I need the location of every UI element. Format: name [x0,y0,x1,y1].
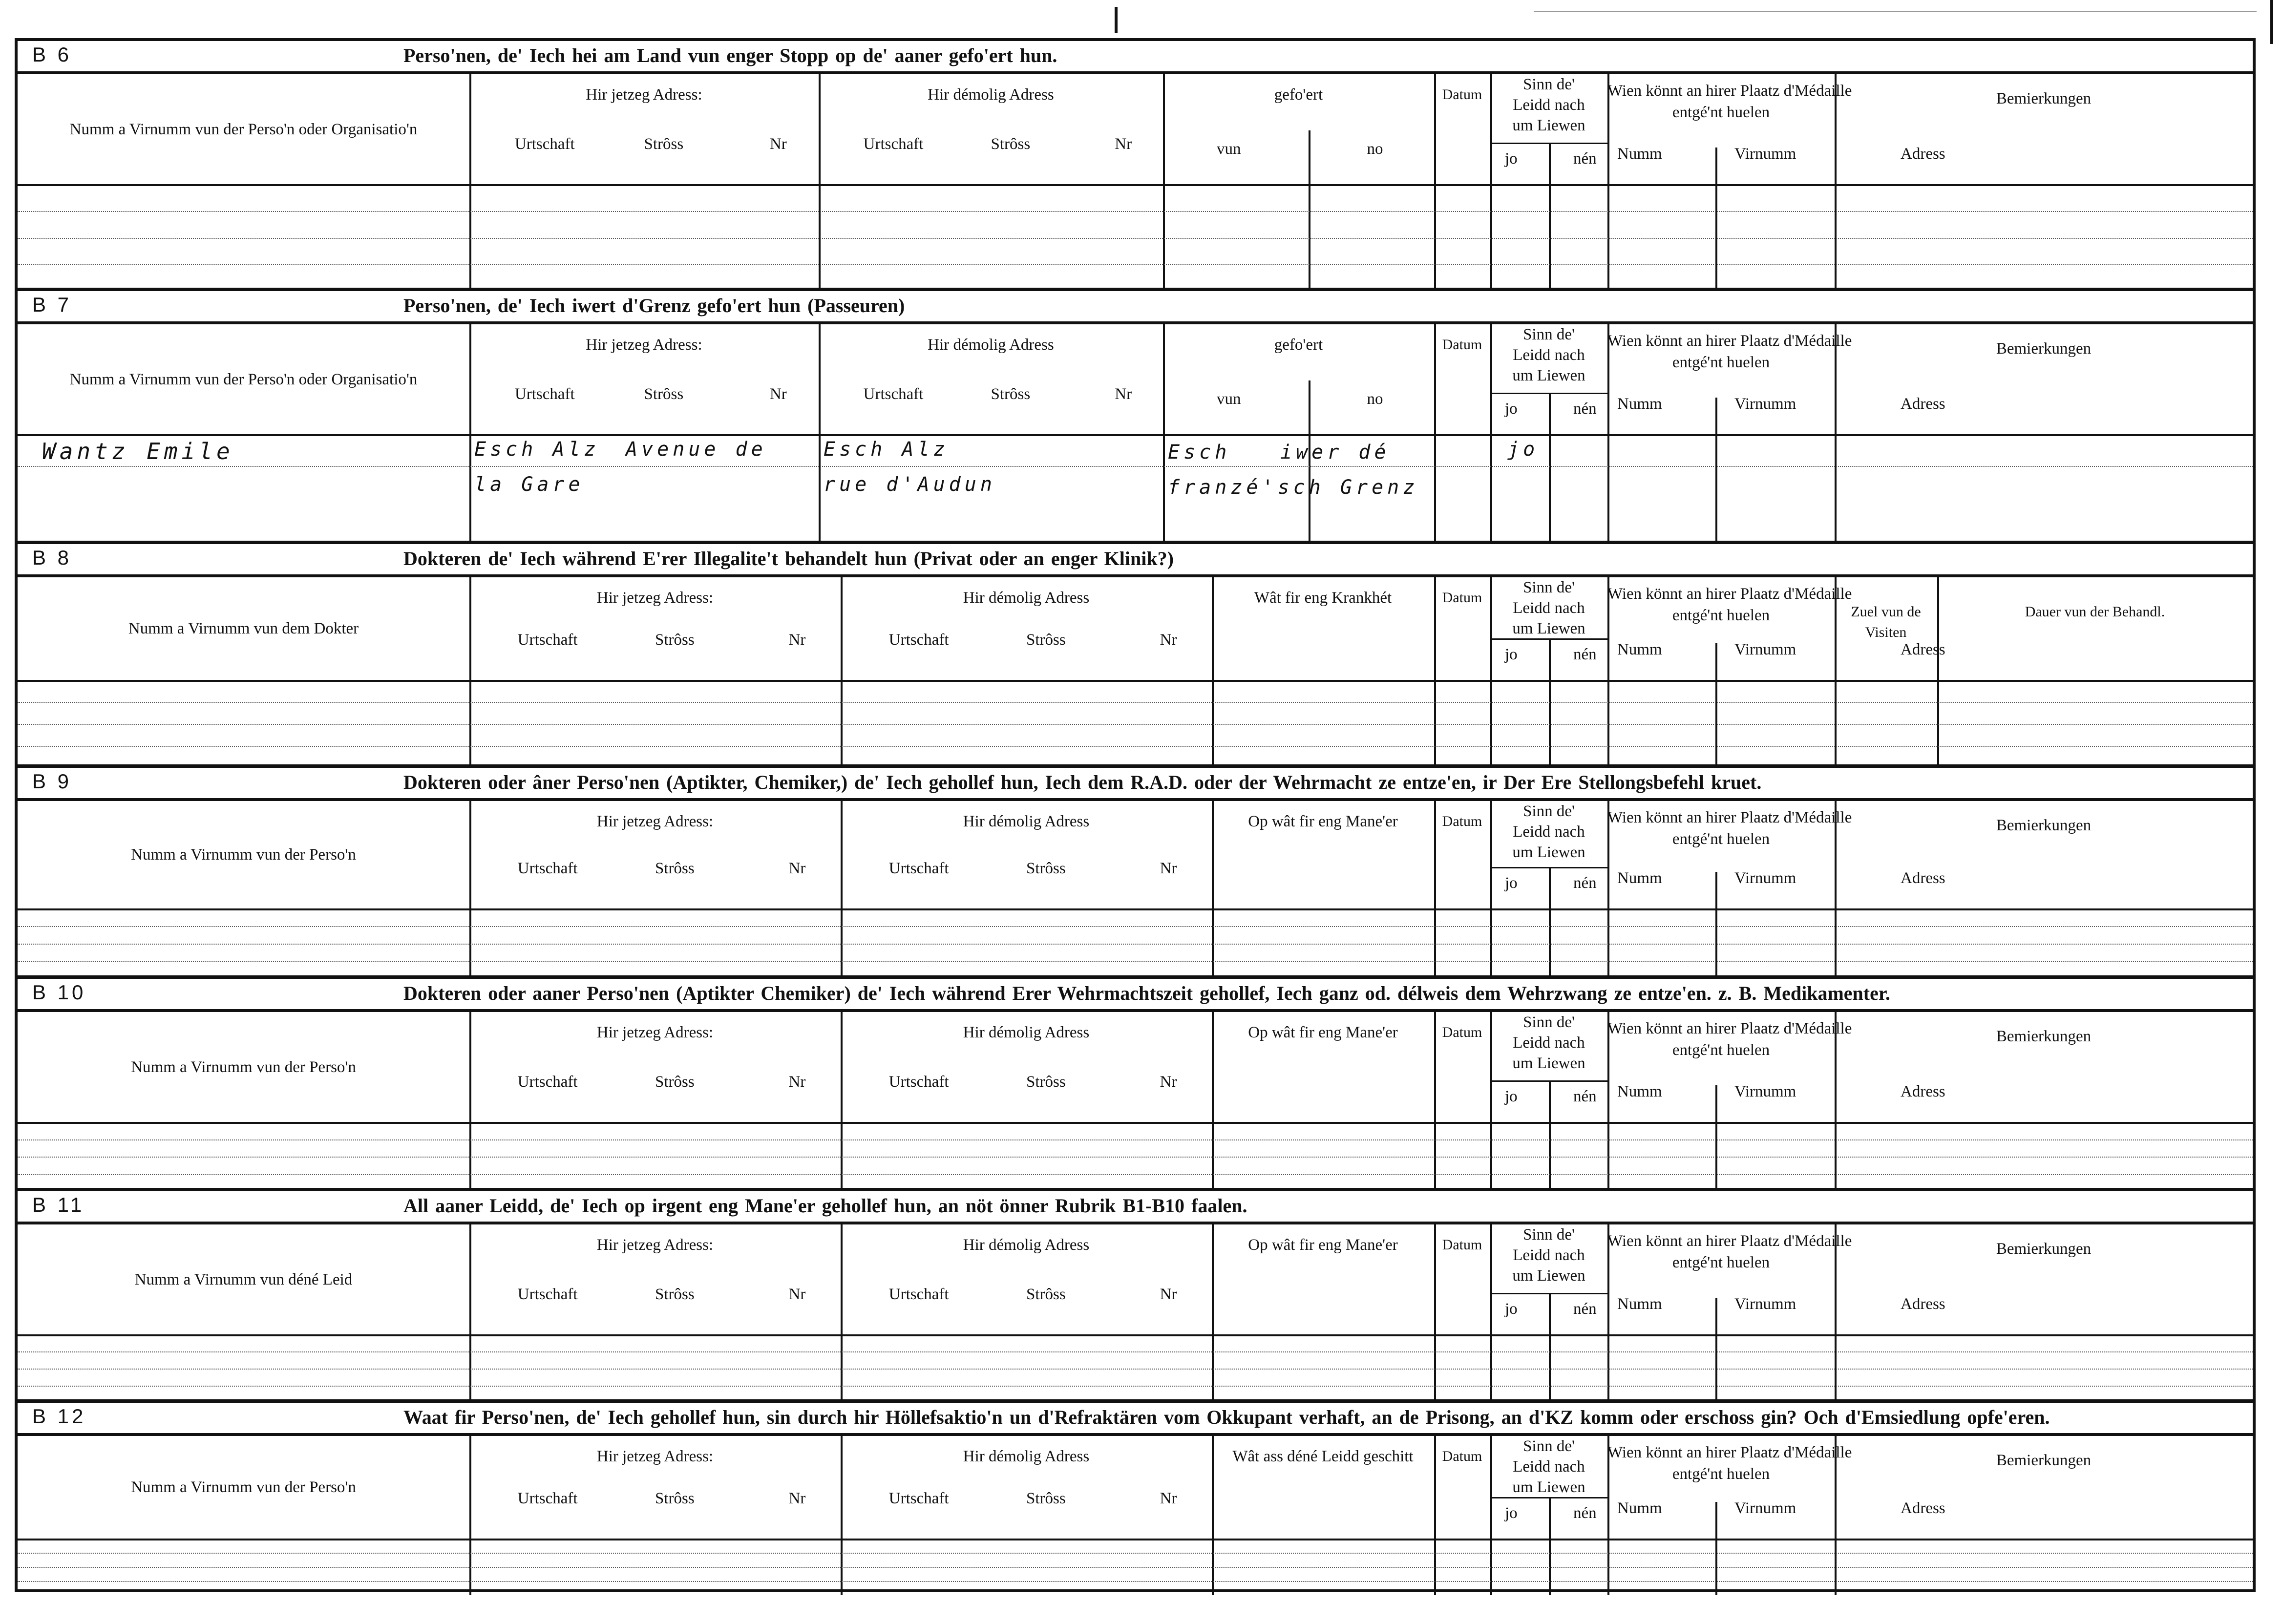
no-label: nén [1573,1088,1597,1105]
medal-address-label: Adress [1901,145,1945,163]
entry-line[interactable] [18,702,2253,703]
section-title-row [18,768,2253,801]
medal-address-label: Adress [1901,1295,1945,1313]
alive-header: Sinn de' [1523,802,1575,820]
medal-name-label: Numm [1617,145,1662,163]
street-label: Strôss [1026,860,1066,877]
yes-label: jo [1505,400,1518,418]
former-address-header: Hir démolig Adress [928,336,1054,354]
from-label: vun [1217,140,1241,158]
medal-name-label: Numm [1617,641,1662,658]
visits-header: Zuel vun de Visiten [1851,604,1921,640]
remarks-header: Bemierkungen [1996,90,2092,107]
no-label: nén [1573,400,1597,418]
date-header: Datum [1442,86,1482,103]
number-label: Nr [1160,1286,1177,1303]
entry-line[interactable] [18,264,2253,265]
alive-header: Leidd nach [1513,1246,1585,1264]
number-label: Nr [769,385,787,403]
name-column-header: Numm a Virnumm vun déné Leid [134,1270,353,1288]
remarks-header: Bemierkungen [1996,817,2092,834]
yes-label: jo [1505,150,1518,168]
manner-header: Op wât fir eng Mane'er [1248,1236,1398,1254]
date-header: Datum [1442,1448,1482,1464]
section-title: Waat fir Perso'nen, de' Iech gehollef hun, sin durch hir Höllefsaktio'n un d'Refraktären vom Okkupant verhaft, an de Prisong, an d'KZ komm oder erschoss gin? Och d'Emsiedlung opfe'eren. [403,1406,2050,1428]
place-label: Urtschaft [888,1073,949,1091]
handwritten-to[interactable]: franzé'sch Grenz [1168,476,1419,499]
yes-label: jo [1505,1300,1518,1318]
medal-name-label: Numm [1617,869,1662,887]
column-border [1163,324,1165,544]
former-address-header: Hir démolig Adress [963,1448,1090,1465]
current-address-header: Hir jetzeg Adress: [596,1236,714,1254]
medal-firstname-label: Virnumm [1734,1499,1796,1517]
manner-header: Wât ass déné Leidd geschitt [1232,1448,1414,1465]
number-label: Nr [1160,860,1177,877]
medal-name-label: Numm [1617,1295,1662,1313]
column-border [1549,143,1551,291]
column-border [1715,1085,1717,1191]
yes-label: jo [1505,1088,1518,1105]
street-label: Strôss [644,135,684,153]
number-label: Nr [1160,1490,1177,1507]
section-title-row [18,544,2253,577]
form-section [18,291,2253,544]
section-code: B 6 [32,43,72,66]
conveyed-header: gefo'ert [1274,336,1323,354]
to-label: no [1367,390,1383,408]
section-title: Perso'nen, de' Iech hei am Land vun enger Stopp op de' aaner gefo'ert hun. [403,44,1057,66]
medal-header: entgé'nt huelen [1672,1041,1770,1059]
form-section [18,979,2253,1191]
name-column-header: Numm a Virnumm vun der Perso'n oder Organisatio'n [69,370,418,388]
duration-header: Dauer vun der Behandl. [2025,604,2165,620]
section-code: B 7 [32,293,72,316]
header-separator [18,1122,2253,1124]
section-grid [18,324,2253,544]
header-separator [18,184,2253,186]
place-label: Urtschaft [888,1286,949,1303]
header-separator [18,680,2253,682]
alive-header: um Liewen [1512,844,1585,861]
form-section [18,1403,2253,1595]
section-grid [18,577,2253,768]
remarks-header: Bemierkungen [1996,1452,2092,1469]
entry-line[interactable] [18,944,2253,945]
medal-address-label: Adress [1901,395,1945,413]
remarks-header: Bemierkungen [1996,1028,2092,1045]
alive-header: um Liewen [1512,1055,1585,1072]
column-border [469,324,471,544]
entry-line[interactable] [18,1139,2253,1140]
section-title-row [18,979,2253,1012]
alive-separator [1490,1293,1607,1294]
number-label: Nr [788,1073,806,1091]
street-label: Strôss [655,1073,695,1091]
header-separator [18,1334,2253,1336]
alive-separator [1490,1497,1607,1498]
name-column-header: Numm a Virnumm vun dem Dokter [128,620,359,637]
entry-line[interactable] [18,961,2253,962]
medal-firstname-label: Virnumm [1734,145,1796,163]
form-section [18,41,2253,291]
alive-header: Leidd nach [1513,823,1585,841]
alive-header: um Liewen [1512,1267,1585,1285]
number-label: Nr [788,1286,806,1303]
medal-header: entgé'nt huelen [1672,104,1770,121]
medal-address-label: Adress [1901,869,1945,887]
place-label: Urtschaft [514,135,575,153]
section-title: Dokteren oder aaner Perso'nen (Aptikter Chemiker) de' Iech während Erer Wehrmachtszeit gehollef, Iech ganz od. délweis dem Wehrzwang ze entze'en. z. B. Medikamenter. [403,982,1890,1004]
alive-header: um Liewen [1512,620,1585,637]
section-title: Dokteren oder âner Perso'nen (Aptikter, Chemiker,) de' Iech gehollef hun, Iech dem R.A.D. oder der Wehrmacht ze entze'en, ir Der Ere Stellongsbefehl kruet. [403,771,1762,793]
number-label: Nr [1160,631,1177,649]
place-label: Urtschaft [863,135,924,153]
column-border [1715,148,1717,291]
alive-header: Leidd nach [1513,1458,1585,1476]
entry-line[interactable] [18,1174,2253,1175]
name-column-header: Numm a Virnumm vun der Perso'n [131,846,356,864]
entry-line[interactable] [18,746,2253,747]
date-header: Datum [1442,1024,1482,1040]
handwritten-name[interactable]: Wantz Emile [42,438,234,464]
alive-header: Leidd nach [1513,599,1585,617]
registration-mark [2270,0,2273,44]
header-separator [18,434,2253,436]
medal-address-label: Adress [1901,641,1945,658]
medal-header: entgé'nt huelen [1672,607,1770,624]
handwritten-current-street[interactable]: Avenue de [626,438,767,461]
current-address-header: Hir jetzeg Adress: [596,589,714,607]
alive-header: Sinn de' [1523,326,1575,343]
medal-name-label: Numm [1617,1499,1662,1517]
alive-header: um Liewen [1512,117,1585,134]
entry-line[interactable] [18,1369,2253,1370]
medal-address-label: Adress [1901,1083,1945,1100]
alive-separator [1490,867,1607,868]
alive-header: Sinn de' [1523,1437,1575,1455]
current-address-header: Hir jetzeg Adress: [596,813,714,830]
street-label: Strôss [1026,1073,1066,1091]
number-label: Nr [1115,135,1132,153]
medal-name-label: Numm [1617,1083,1662,1100]
medal-header: Wien könnt an hirer Plaatz d'Médaille [1607,1020,1852,1037]
medal-header: Wien könnt an hirer Plaatz d'Médaille [1607,585,1852,603]
section-code: B 9 [32,770,72,793]
section-code: B 10 [32,981,86,1004]
form-sheet [15,38,2256,1592]
manner-header: Wât fir eng Krankhét [1254,589,1392,607]
medal-header: Wien könnt an hirer Plaatz d'Médaille [1607,1444,1852,1461]
former-address-header: Hir démolig Adress [963,1024,1090,1041]
remarks-header: Bemierkungen [1996,340,2092,358]
current-address-header: Hir jetzeg Adress: [596,1448,714,1465]
no-label: nén [1573,874,1597,892]
section-title: Dokteren de' Iech während E'rer Illegalite't behandelt hun (Privat oder an enger Klinik?) [403,548,1174,569]
remarks-header: Bemierkungen [1996,1240,2092,1258]
handwritten-former-street[interactable]: rue d'Audun [824,473,996,496]
name-column-header: Numm a Virnumm vun der Perso'n [131,1478,356,1496]
place-label: Urtschaft [517,1490,578,1507]
current-address-header: Hir jetzeg Adress: [596,1024,714,1041]
form-section [18,1191,2253,1403]
header-separator [18,908,2253,910]
medal-header: entgé'nt huelen [1672,354,1770,371]
number-label: Nr [788,860,806,877]
number-label: Nr [788,631,806,649]
current-address-header: Hir jetzeg Adress: [586,336,702,354]
to-label: no [1367,140,1383,158]
place-label: Urtschaft [888,1490,949,1507]
section-title-row [18,1191,2253,1224]
street-label: Strôss [1026,1286,1066,1303]
section-title: All aaner Leidd, de' Iech op irgent eng Mane'er gehollef hun, an nöt önner Rubrik B1-B10 faalen. [403,1195,1247,1217]
medal-header: Wien könnt an hirer Plaatz d'Médaille [1607,332,1852,350]
column-border [1715,398,1717,544]
alive-header: Sinn de' [1523,1226,1575,1244]
alive-header: Leidd nach [1513,96,1585,114]
place-label: Urtschaft [517,1286,578,1303]
street-label: Strôss [655,1286,695,1303]
place-label: Urtschaft [863,385,924,403]
column-border [1549,638,1551,768]
column-border [469,74,471,291]
border-line [1534,11,2257,12]
column-border [1715,872,1717,979]
entry-line[interactable] [18,926,2253,927]
medal-address-label: Adress [1901,1499,1945,1517]
section-grid [18,1436,2253,1595]
entry-line[interactable] [18,1157,2253,1158]
place-label: Urtschaft [888,631,949,649]
column-border [1434,74,1436,291]
number-label: Nr [1160,1073,1177,1091]
no-label: nén [1573,150,1597,168]
alive-header: um Liewen [1512,367,1585,384]
medal-firstname-label: Virnumm [1734,641,1796,658]
section-grid [18,801,2253,979]
number-label: Nr [1115,385,1132,403]
handwritten-from[interactable]: Esch [1168,441,1231,464]
entry-line[interactable] [18,1553,2253,1554]
handwritten-current-place[interactable]: Esch Alz [474,438,600,461]
place-label: Urtschaft [517,631,578,649]
section-title: Perso'nen, de' Iech iwert d'Grenz gefo'ert hun (Passeuren) [403,295,905,316]
alive-header: Sinn de' [1523,579,1575,596]
former-address-header: Hir démolig Adress [963,1236,1090,1254]
no-label: nén [1573,1504,1597,1522]
section-title-row [18,1403,2253,1436]
column-border [1549,1497,1551,1595]
medal-firstname-label: Virnumm [1734,1083,1796,1100]
alive-separator [1490,1080,1607,1082]
column-border [1715,643,1717,768]
number-label: Nr [769,135,787,153]
medal-header: Wien könnt an hirer Plaatz d'Médaille [1607,809,1852,826]
form-section [18,544,2253,768]
alive-header: Leidd nach [1513,346,1585,364]
entry-line[interactable] [18,1351,2253,1352]
date-header: Datum [1442,590,1482,606]
medal-header: entgé'nt huelen [1672,1465,1770,1483]
medal-header: entgé'nt huelen [1672,830,1770,848]
column-border [1549,393,1551,544]
current-address-header: Hir jetzeg Adress: [586,86,702,104]
manner-header: Op wât fir eng Mane'er [1248,1024,1398,1041]
entry-line[interactable] [18,1581,2253,1582]
entry-line[interactable] [18,211,2253,212]
no-label: nén [1573,1300,1597,1318]
medal-firstname-label: Virnumm [1734,1295,1796,1313]
date-header: Datum [1442,1237,1482,1253]
manner-header: Op wât fir eng Mane'er [1248,813,1398,830]
street-label: Strôss [1026,1490,1066,1507]
date-header: Datum [1442,337,1482,353]
former-address-header: Hir démolig Adress [928,86,1054,104]
place-label: Urtschaft [888,860,949,877]
section-grid [18,1224,2253,1403]
medal-header: entgé'nt huelen [1672,1254,1770,1271]
medal-name-label: Numm [1617,395,1662,413]
section-code: B 8 [32,546,72,569]
medal-header: Wien könnt an hirer Plaatz d'Médaille [1607,82,1852,100]
alive-header: Sinn de' [1523,1013,1575,1031]
name-column-header: Numm a Virnumm vun der Perso'n [131,1058,356,1076]
form-section [18,768,2253,979]
street-label: Strôss [655,631,695,649]
section-grid [18,74,2253,291]
street-label: Strôss [991,135,1031,153]
header-separator [18,1539,2253,1540]
section-grid [18,1012,2253,1191]
place-label: Urtschaft [514,385,575,403]
medal-firstname-label: Virnumm [1734,869,1796,887]
street-label: Strôss [655,860,695,877]
street-label: Strôss [1026,631,1066,649]
registration-mark [1115,7,1118,33]
column-border [1715,1298,1717,1403]
column-border [1163,74,1165,291]
handwritten-former-place[interactable]: Esch Alz [824,438,949,461]
column-border [1434,324,1436,544]
no-label: nén [1573,646,1597,663]
yes-label: jo [1505,874,1518,892]
place-label: Urtschaft [517,860,578,877]
section-title-row [18,41,2253,74]
alive-header: Sinn de' [1523,76,1575,93]
number-label: Nr [788,1490,806,1507]
alive-separator [1490,143,1607,144]
yes-label: jo [1505,1504,1518,1522]
yes-label: jo [1505,646,1518,663]
alive-separator [1490,393,1607,394]
section-title-row [18,291,2253,324]
conveyed-header: gefo'ert [1274,86,1323,104]
date-header: Datum [1442,813,1482,829]
alive-header: um Liewen [1512,1478,1585,1496]
name-column-header: Numm a Virnumm vun der Perso'n oder Organisatio'n [69,120,418,138]
entry-line[interactable] [18,466,2253,467]
entry-line[interactable] [18,1386,2253,1387]
entry-line[interactable] [18,724,2253,725]
entry-line[interactable] [18,1567,2253,1568]
alive-header: Leidd nach [1513,1034,1585,1052]
column-border [819,74,821,291]
street-label: Strôss [655,1490,695,1507]
medal-header: Wien könnt an hirer Plaatz d'Médaille [1607,1232,1852,1250]
street-label: Strôss [644,385,684,403]
column-border [819,324,821,544]
alive-separator [1490,638,1607,640]
section-code: B 11 [32,1193,85,1216]
section-code: B 12 [32,1405,86,1428]
place-label: Urtschaft [517,1073,578,1091]
handwritten-current-street[interactable]: la Gare [474,473,584,496]
former-address-header: Hir démolig Adress [963,589,1090,607]
handwritten-to[interactable]: iwer dé [1280,441,1390,464]
from-label: vun [1217,390,1241,408]
entry-line[interactable] [18,238,2253,239]
handwritten-alive-yes[interactable]: jo [1507,438,1539,461]
former-address-header: Hir démolig Adress [963,813,1090,830]
medal-firstname-label: Virnumm [1734,395,1796,413]
street-label: Strôss [991,385,1031,403]
